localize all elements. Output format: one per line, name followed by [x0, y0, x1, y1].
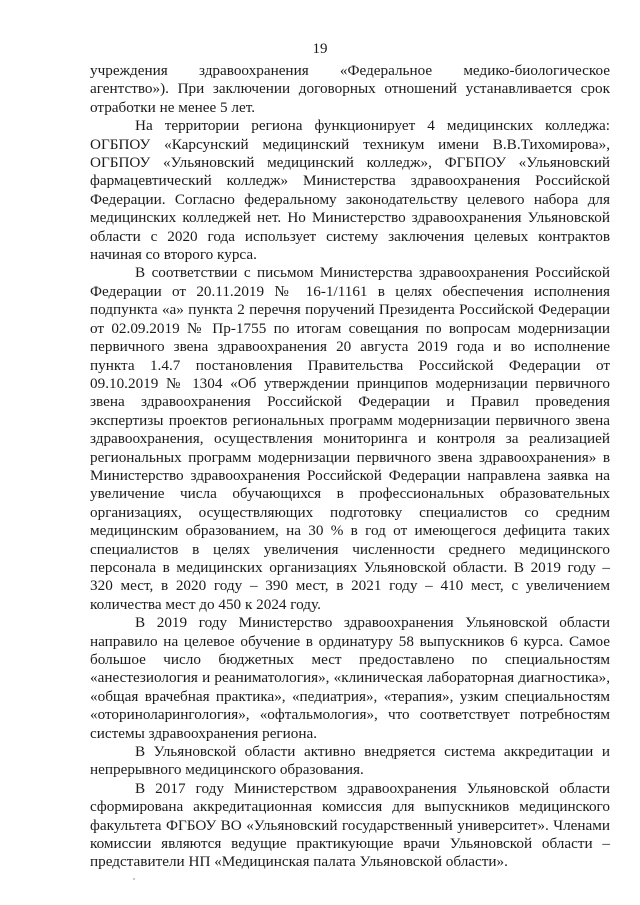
paragraph: В соответствии с письмом Министерства здравоохранения Российской Федерации от 20.11.2019 № 16-1/1161 в целях обеспечения исполнения подпункта «а» пункта 2 перечня поручений Президента Российской Федерации от 02.09.2019 № Пр-1755 по итогам совещания по вопросам модернизации первичного звена здравоохранения 20 августа 2019 года и во исполнение пункта 1.4.7 постановления Правительства Российской Федерации от 09.10.2019 № 1304 «Об утверждении принципов модернизации первичного звена здравоохранения Российской Федерации и Правил проведения экспертизы проектов региональных программ модернизации первичного звена здравоохранения, осуществления мониторинга и контроля за реализацией региональных программ модернизации первичного звена здравоохранения» в Министерство здравоохранения Российской Федерации направлена заявка на увеличение числа обучающихся в профессиональных образовательных организациях, осуществляющих подготовку специалистов со средним медицинским образованием, на 30 % в год от имеющегося дефицита таких специалистов в целях увеличения численности среднего медицинского персонала в медицинских организациях Ульяновской области. В 2019 году – 320 мест, в 2020 году – 390 мест, в 2021 году – 410 мест, с увеличением количества мест до 450 к 2024 году.	[90, 264, 610, 613]
page-body	[90, 62, 610, 872]
paragraph: В 2019 году Министерство здравоохранения Ульяновской области направило на целевое обучение в ординатуру 58 выпускников 6 курса. Самое большое число бюджетных мест предоставлено по специальностям «анестезиология и реаниматология», «клиническая лабораторная диагностика», «общая врачебная практика», «педиатрия», «терапия», узким специальностям «оториноларингология», «офтальмология», что соответствует потребностям системы здравоохранения региона.	[90, 614, 610, 742]
paragraph: В Ульяновской области активно внедряется система аккредитации и непрерывного медицинского образования.	[90, 743, 610, 779]
paragraph: учреждения здравоохранения «Федеральное медико-биологическое агентство»). При заключении договорных отношений устанавливается срок отработки не менее 5 лет.	[90, 62, 610, 116]
scan-speck	[133, 878, 135, 880]
paragraph: В 2017 году Министерством здравоохранения Ульяновской области сформирована аккредитационная комиссия для выпускников медицинского факультета ФГБОУ ВО «Ульяновский государственный университет». Членами комиссии являются ведущие практикующие врачи Ульяновской области – представители НП «Медицинская палата Ульяновской области».	[90, 779, 610, 871]
paragraph: На территории региона функционирует 4 медицинских колледжа: ОГБПОУ «Карсунский медицинский техникум имени В.В.Тихомирова», ОГБПОУ «Ульяновский медицинский колледж», ФГБПОУ «Ульяновский фармацевтический колледж» Министерства здравоохранения Российской Федерации. Согласно федеральному законодательству целевого набора для медицинских колледжей нет. Но Министерство здравоохранения Ульяновской области с 2020 года использует систему заключения целевых контрактов начиная со второго курса.	[90, 117, 610, 264]
page-number: 19	[312, 41, 328, 57]
